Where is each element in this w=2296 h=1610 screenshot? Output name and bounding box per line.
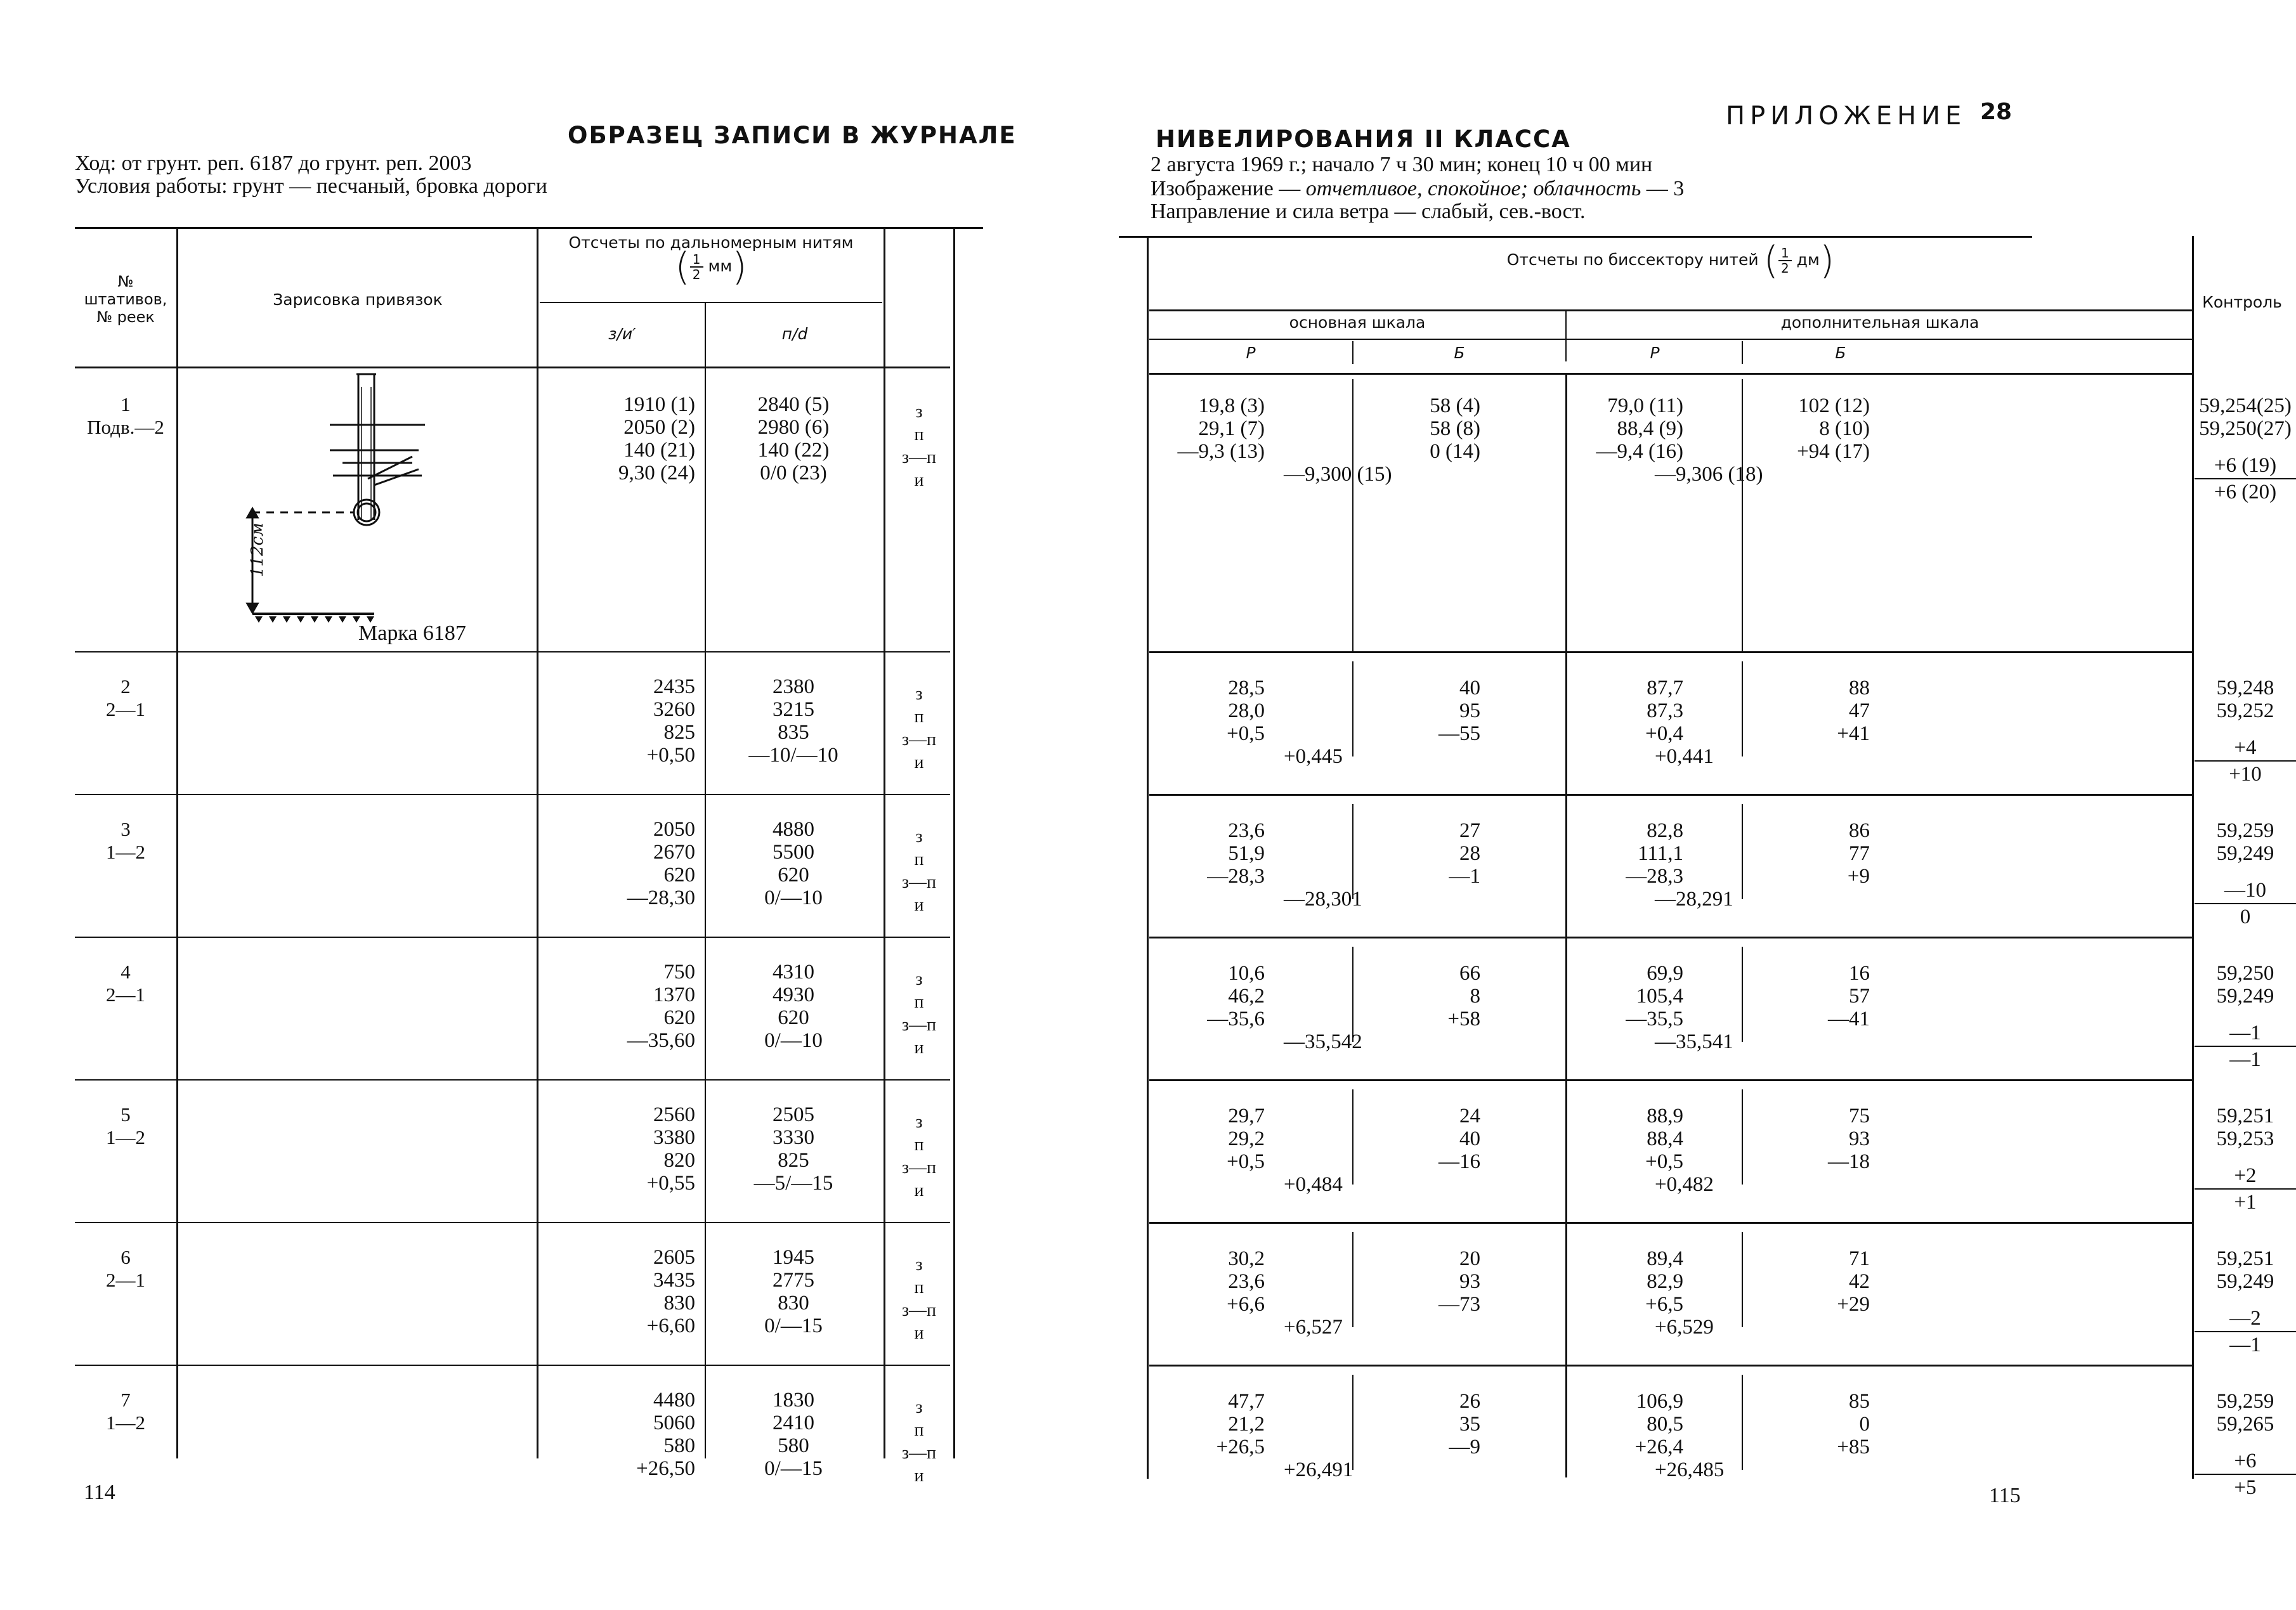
extra-total: +0,482 [1655,1173,1714,1196]
extra-p-header: Р [1650,344,1660,362]
reading-a: 5060 [653,1412,695,1434]
right-row-separator [1149,1222,2192,1224]
main-b-value: —16 [1438,1150,1480,1173]
main-scale-header: основная шкала [1289,313,1426,332]
control-diff-1: —2 [2229,1307,2261,1330]
reading-a: 2435 [653,675,695,698]
main-b-header: Б [1454,344,1465,362]
station-line: 4 [121,961,131,983]
extra-b-value: —18 [1828,1150,1870,1173]
station-cell [75,818,176,864]
reading-b: 3215 [773,698,814,721]
reading-b: 2380 [773,675,814,698]
extra-b-value: 42 [1849,1270,1870,1293]
reading-kind: з [915,1255,923,1275]
reading-b: —10/—10 [748,744,838,767]
left-col-divider-1 [176,227,178,1458]
station-line: 6 [121,1246,131,1268]
reading-b: 4310 [773,961,814,984]
main-b-value: 27 [1459,819,1480,842]
reading-a: 2605 [653,1246,695,1269]
reading-a: +26,50 [636,1457,695,1480]
left-page-number: 114 [84,1481,115,1504]
reading-kind: п [914,425,924,445]
control-value: 59,259 [2216,1390,2274,1413]
control-diff-1: —10 [2224,879,2266,902]
reading-kind: и [914,1181,924,1200]
reading-kind: з—п [901,1301,937,1320]
reading-a: 2050 (2) [623,416,695,439]
reading-kind: з—п [901,448,937,467]
main-b-value: 0 (14) [1430,440,1480,463]
reading-b: 2775 [773,1269,814,1292]
reading-a: 3380 [653,1126,695,1149]
control-value: 59,249 [2216,985,2274,1008]
extra-p-value: 80,5 [1647,1413,1683,1436]
main-p-value: 29,7 [1228,1105,1265,1127]
extra-p-value: 82,9 [1647,1270,1683,1293]
right-page-number: 115 [1989,1484,2021,1507]
main-b-value: 24 [1459,1105,1480,1127]
main-p-value: +0,5 [1227,722,1265,745]
reading-kind: з [915,1112,923,1132]
control-diff-1: +6 [2234,1450,2257,1472]
reading-kind: п [914,1278,924,1297]
reading-kind: з—п [901,1158,937,1178]
main-p-value: —28,3 [1207,865,1265,888]
reading-b: 1945 [773,1246,814,1269]
main-b-value: —73 [1438,1293,1480,1316]
control-rule [2195,1331,2296,1332]
main-p-value: 28,5 [1228,677,1265,699]
right-header-line-1 [1149,309,2192,311]
main-b-value: 20 [1459,1247,1480,1270]
reading-a: 4480 [653,1389,695,1412]
control-header: Контроль [2202,293,2282,311]
main-b-value: 40 [1459,1127,1480,1150]
reading-a: +0,55 [646,1172,695,1195]
main-p-value: 21,2 [1228,1413,1265,1436]
right-col-divider-1 [1147,236,1149,1479]
right-header-line-2 [1149,339,2192,340]
reading-a: 1910 (1) [623,393,695,416]
reading-kind: и [914,471,924,490]
reading-b: 1830 [773,1389,814,1412]
main-total: +0,445 [1284,745,1343,768]
main-p-value: 51,9 [1228,842,1265,865]
reading-b: 5500 [773,841,814,864]
main-b-value: 93 [1459,1270,1480,1293]
control-value: 59,259 [2216,819,2274,842]
control-diff-2: +5 [2234,1476,2257,1499]
reading-b: 830 [778,1292,809,1315]
station-line: 7 [121,1389,131,1411]
reading-b: 620 [778,1006,809,1029]
control-value: 59,253 [2216,1127,2274,1150]
extra-total: —28,291 [1655,888,1733,911]
left-row-separator [75,794,950,795]
station-line: 2—1 [106,984,145,1006]
main-p-value: 47,7 [1228,1390,1265,1413]
reading-b: 0/—15 [764,1315,823,1337]
control-value: 59,250 [2216,962,2274,985]
main-b-value: —9 [1449,1436,1480,1458]
extra-b-value: +41 [1837,722,1870,745]
left-row-separator [75,651,950,652]
route-line: Ход: от грунт. реп. 6187 до грунт. реп. 2003 [75,152,472,175]
extra-p-value: 111,1 [1638,842,1683,865]
extra-b-value: 88 [1849,677,1870,699]
reading-a: 580 [663,1434,695,1457]
appendix-number: 28 [1980,99,2012,125]
reading-a: 9,30 (24) [618,462,695,484]
sketch-dimension-label: 112см [248,523,267,577]
reading-a: 820 [663,1149,695,1172]
main-p-value: 28,0 [1228,699,1265,722]
control-diff-2: —1 [2229,1048,2261,1071]
extra-p-value: +26,4 [1634,1436,1683,1458]
reading-kind: з [915,970,923,989]
control-value: 59,249 [2216,1270,2274,1293]
main-p-value: 30,2 [1228,1247,1265,1270]
main-total: +26,491 [1284,1458,1353,1481]
control-diff-2: +1 [2234,1191,2257,1214]
main-total: —9,300 (15) [1284,463,1392,486]
control-rule [2195,1046,2296,1047]
right-page [1049,0,2292,1610]
right-row-separator [1149,794,2192,796]
station-cell [75,961,176,1006]
reading-kind: з—п [901,873,937,892]
right-col-divider-2 [1565,374,1567,1477]
reading-b: 140 (22) [757,439,830,462]
reading-b: 825 [778,1149,809,1172]
extra-p-value: +0,4 [1645,722,1683,745]
left-subheader-line [540,302,882,303]
control-diff-2: 0 [2240,906,2251,928]
mark-label: Марка 6187 [358,621,466,645]
reading-kind: з [915,402,923,422]
main-p-value: 29,2 [1228,1127,1265,1150]
extra-b-value: 0 [1859,1413,1870,1436]
extra-p-value: 82,8 [1647,819,1683,842]
reading-a: +6,60 [646,1315,695,1337]
extra-p-value: —9,4 (16) [1596,440,1683,463]
main-p-value: +6,6 [1227,1293,1265,1316]
reading-a: 620 [663,864,695,886]
main-total: +0,484 [1284,1173,1343,1196]
control-value: 59,265 [2216,1413,2274,1436]
extra-p-value: —35,5 [1626,1008,1683,1030]
extra-b-value: 77 [1849,842,1870,865]
col-a-header: з/и′ [608,325,636,343]
extra-b-value: 85 [1849,1390,1870,1413]
right-col-divider-control [2192,236,2194,1479]
extra-scale-header: дополнительная шкала [1780,313,1980,332]
reading-kind: п [914,707,924,727]
reading-a: 825 [663,721,695,744]
benchmark-sketch [241,368,520,647]
extra-total: +6,529 [1655,1316,1714,1339]
extra-b-value: 75 [1849,1105,1870,1127]
station-cell [75,675,176,721]
main-b-value: 8 [1470,985,1480,1008]
reading-b: 4880 [773,818,814,841]
control-diff-1: +2 [2234,1164,2257,1187]
reading-b: 0/0 (23) [760,462,827,484]
rangefinder-header: Отсчеты по дальномерным нитям ( $\frac{1}{2}$ мм) [568,233,854,289]
main-b-value: 66 [1459,962,1480,985]
main-p-value: 23,6 [1228,1270,1265,1293]
reading-a: 3260 [653,698,695,721]
reading-a: 2670 [653,841,695,864]
control-value: 59,248 [2216,677,2274,699]
left-row-separator [75,1222,950,1223]
main-b-value: 26 [1459,1390,1480,1413]
control-value: 59,249 [2216,842,2274,865]
extra-b-value: —41 [1828,1008,1870,1030]
extra-p-value: —28,3 [1626,865,1683,888]
extra-b-value: 57 [1849,985,1870,1008]
main-p-value: +0,5 [1227,1150,1265,1173]
station-line: 1—2 [106,841,145,863]
right-row-separator [1149,937,2192,938]
reading-kind: и [914,1038,924,1058]
main-b-value: +58 [1447,1008,1480,1030]
extra-p-value: +6,5 [1645,1293,1683,1316]
extra-total: +0,441 [1655,745,1714,768]
reading-kind: з—п [901,1443,937,1463]
reading-kind: з [915,684,923,704]
reading-a: 830 [663,1292,695,1315]
reading-b: 4930 [773,984,814,1006]
reading-kind: з [915,827,923,847]
control-value: 59,251 [2216,1247,2274,1270]
extra-b-header: Б [1835,344,1846,362]
reading-a: 140 (21) [623,439,695,462]
extra-b-value: +9 [1847,865,1870,888]
extra-p-value: 88,9 [1647,1105,1683,1127]
main-p-value: 19,8 (3) [1198,394,1265,417]
station-cell [75,1103,176,1149]
wind-line: Направление и сила ветра — слабый, сев.-вост. [1151,200,1586,223]
right-table-top-border [1119,236,2032,238]
control-diff-2: —1 [2229,1334,2261,1356]
control-diff-2: +10 [2229,763,2262,786]
extra-b-value: +29 [1837,1293,1870,1316]
extra-b-value: +85 [1837,1436,1870,1458]
extra-total: —9,306 (18) [1655,463,1763,486]
reading-a: 620 [663,1006,695,1029]
image-line: Изображение — отчетливое, спокойное; облачность — 3 [1151,177,1685,200]
reading-kind: з—п [901,730,937,750]
reading-a: 3435 [653,1269,695,1292]
extra-total: —35,541 [1655,1030,1733,1053]
extra-b-value: 93 [1849,1127,1870,1150]
control-value: 59,250(27) [2199,417,2292,440]
reading-kind: п [914,850,924,869]
control-value: 59,252 [2216,699,2274,722]
conditions-line: Условия работы: грунт — песчаный, бровка дороги [75,174,547,198]
right-header-bottom-border [1149,373,2192,375]
main-b-value: 58 (4) [1430,394,1480,417]
left-title: ОБРАЗЕЦ ЗАПИСИ В ЖУРНАЛЕ [568,122,1017,149]
reading-kind: и [914,1323,924,1343]
station-line: 1—2 [106,1126,145,1148]
reading-b: —5/—15 [753,1172,833,1195]
reading-a: —28,30 [627,886,695,909]
reading-b: 0/—10 [764,886,823,909]
main-p-value: —35,6 [1207,1008,1265,1030]
main-b-value: 28 [1459,842,1480,865]
station-cell [75,1246,176,1292]
extra-p-value: +0,5 [1645,1150,1683,1173]
reading-b: 0/—10 [764,1029,823,1052]
main-b-value: —55 [1438,722,1480,745]
reading-b: 3330 [773,1126,814,1149]
extra-b-value: +94 (17) [1797,440,1870,463]
reading-kind: и [914,895,924,915]
extra-p-value: 69,9 [1647,962,1683,985]
appendix-label: ПРИЛОЖЕНИЕ [1726,101,1967,131]
left-col-divider-5 [953,227,955,1458]
reading-kind: п [914,1420,924,1440]
control-rule [2195,478,2296,479]
reading-b: 2980 (6) [757,416,830,439]
right-row-separator [1149,1079,2192,1081]
main-total: +6,527 [1284,1316,1343,1339]
main-p-value: 23,6 [1228,819,1265,842]
station-line: 2—1 [106,698,145,720]
extra-total: +26,485 [1655,1458,1725,1481]
extra-b-value: 16 [1849,962,1870,985]
reading-a: 1370 [653,984,695,1006]
main-total: —28,301 [1284,888,1362,911]
reading-b: 580 [778,1434,809,1457]
station-header: № штативов, № реек [84,273,167,326]
reading-a: 2560 [653,1103,695,1126]
station-line: Подв.—2 [87,416,164,438]
left-row-separator [75,1079,950,1081]
station-line: 5 [121,1103,131,1126]
control-rule [2195,903,2296,904]
control-diff-1: +4 [2234,736,2257,759]
reading-kind: и [914,1466,924,1486]
reading-kind: п [914,1135,924,1155]
reading-a: 750 [663,961,695,984]
extra-p-value: 106,9 [1636,1390,1683,1413]
sketch-header: Зарисовка привязок [273,290,443,309]
main-p-value: 10,6 [1228,962,1265,985]
reading-b: 620 [778,864,809,886]
control-rule [2195,760,2296,762]
reading-b: 2505 [773,1103,814,1126]
main-b-value: 40 [1459,677,1480,699]
control-rule [2195,1474,2296,1475]
main-p-value: 29,1 (7) [1198,417,1265,440]
extra-b-value: 86 [1849,819,1870,842]
main-p-value: +26,5 [1216,1436,1265,1458]
reading-kind: п [914,992,924,1012]
left-page [0,0,1049,1610]
extra-p-value: 89,4 [1647,1247,1683,1270]
extra-b-value: 71 [1849,1247,1870,1270]
extra-b-value: 47 [1849,699,1870,722]
control-diff-2: +6 (20) [2214,481,2277,503]
reading-kind: з [915,1398,923,1417]
main-b-value: —1 [1449,865,1480,888]
extra-p-value: 105,4 [1636,985,1683,1008]
extra-b-value: 8 (10) [1819,417,1870,440]
date-line: 2 августа 1969 г.; начало 7 ч 30 мин; конец 10 ч 00 мин [1151,153,1653,176]
extra-p-value: 88,4 [1647,1127,1683,1150]
station-cell [75,393,176,439]
left-table-top-border [75,227,983,229]
left-row-separator [75,1365,950,1366]
reading-b: 835 [778,721,809,744]
bisector-header: Отсчеты по биссектору нитей ( $\frac{1}{2}$ дм) [1506,238,1835,283]
main-b-value: 35 [1459,1413,1480,1436]
scale-divider [1565,311,1567,361]
control-rule [2195,1188,2296,1190]
reading-b: 2410 [773,1412,814,1434]
right-row-separator [1149,651,2192,653]
reading-b: 0/—15 [764,1457,823,1480]
station-cell [75,1389,176,1434]
control-value: 59,254(25) [2199,394,2292,417]
station-line: 1—2 [106,1412,145,1434]
reading-kind: и [914,753,924,772]
main-b-value: 95 [1459,699,1480,722]
reading-kind: з—п [901,1015,937,1035]
control-value: 59,251 [2216,1105,2274,1127]
main-p-value: —9,3 (13) [1177,440,1265,463]
col-b-header: п/d [781,325,808,343]
main-p-header: Р [1246,344,1256,362]
station-line: 2 [121,675,131,698]
control-diff-1: —1 [2229,1022,2261,1044]
main-b-value: 58 (8) [1430,417,1480,440]
station-line: 3 [121,818,131,840]
extra-p-value: 88,4 (9) [1617,417,1683,440]
station-line: 1 [121,393,131,415]
reading-a: 2050 [653,818,695,841]
reading-b: 2840 (5) [757,393,830,416]
reading-a: +0,50 [646,744,695,767]
extra-p-value: 87,3 [1647,699,1683,722]
extra-b-value: 102 (12) [1798,394,1870,417]
main-total: —35,542 [1284,1030,1362,1053]
main-p-value: 46,2 [1228,985,1265,1008]
left-row-separator [75,937,950,938]
left-col-divider-2 [537,227,538,1458]
extra-p-value: 87,7 [1647,677,1683,699]
station-line: 2—1 [106,1269,145,1291]
left-col-divider-3 [705,302,706,1458]
extra-p-value: 79,0 (11) [1607,394,1683,417]
control-diff-1: +6 (19) [2214,454,2277,477]
right-row-separator [1149,1365,2192,1367]
right-title: НИВЕЛИРОВАНИЯ II КЛАССА [1156,126,1571,153]
reading-a: —35,60 [627,1029,695,1052]
